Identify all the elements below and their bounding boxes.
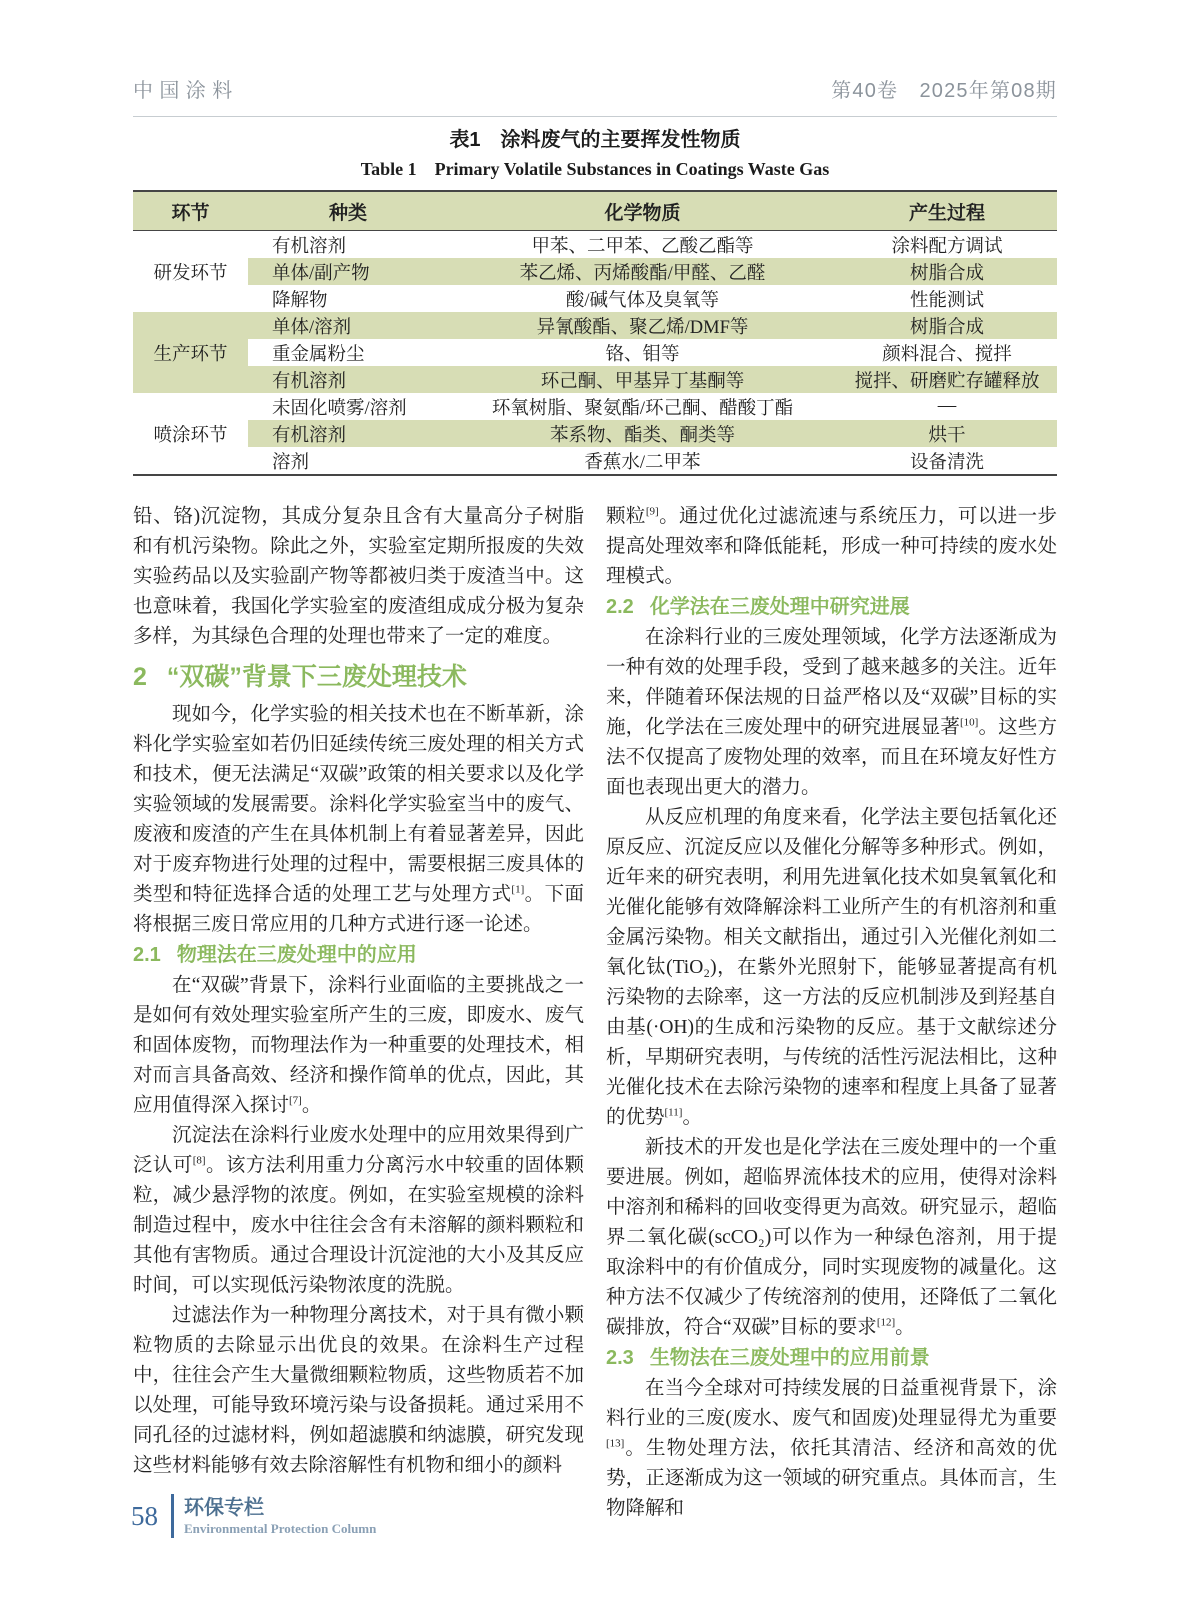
table-header-cell: 化学物质 bbox=[448, 191, 837, 231]
page-footer bbox=[131, 1494, 376, 1538]
left-column bbox=[133, 502, 584, 1524]
table-row bbox=[133, 366, 1057, 393]
table-row bbox=[133, 312, 1057, 339]
table-cell: 性能测试 bbox=[837, 285, 1057, 312]
heading-text: “双碳”背景下三废处理技术 bbox=[166, 663, 467, 691]
subsection-heading bbox=[133, 940, 584, 971]
table-cell: 涂料配方调试 bbox=[837, 231, 1057, 259]
body-paragraph: 现如今，化学实验的相关技术也在不断革新，涂料化学实验室如若仍旧延续传统三废处理的相关方式和技术，便无法满足“双碳”政策的相关要求以及化学实验领域的发展需要。涂料化学实验室当中的废气、废液和废渣的产生在具体机制上有着显著差异，因此对于废弃物进行处理的过程中，需要根据三废具体的类型和特征选择合适的处理工艺与处理方式[1]。下面将根据三废日常应用的几种方式进行逐一论述。 bbox=[133, 704, 584, 935]
table-cell: 环己酮、甲基异丁基酮等 bbox=[448, 366, 837, 393]
stage-cell: 生产环节 bbox=[133, 312, 248, 393]
table-cell: 树脂合成 bbox=[837, 258, 1057, 285]
table-cell: 有机溶剂 bbox=[248, 420, 448, 447]
right-column bbox=[606, 502, 1057, 1524]
body-paragraph: 从反应机理的角度来看，化学法主要包括氧化还原反应、沉淀反应以及催化分解等多种形式。例如，近年来的研究表明，利用先进氧化技术如臭氧氧化和光催化能够有效降解涂料工业所产生的有机溶剂和重金属污染物。相关文献指出，通过引入光催化剂如二氧化钛(TiO₂)，在紫外光照射下，能够显著提高有机污染物的去除率，这一方法的反应机制涉及到羟基自由基(·OH)的生成和污染物的反应。基于文献综述分析，早期研究表明，与传统的活性污泥法相比，这种光催化技术在去除污染物的速率和程度上具备了显著的优势[11]。 bbox=[606, 807, 1057, 1128]
table-cell: 溶剂 bbox=[248, 447, 448, 475]
citation-ref: [8] bbox=[192, 1154, 206, 1167]
heading-number: 2.1 bbox=[133, 944, 161, 966]
table-row bbox=[133, 420, 1057, 447]
heading-number: 2.2 bbox=[606, 596, 634, 618]
heading-text: 化学法在三废处理中研究进展 bbox=[649, 596, 910, 618]
table-cell: 有机溶剂 bbox=[248, 366, 448, 393]
table-cell: 苯乙烯、丙烯酸酯/甲醛、乙醛 bbox=[448, 258, 837, 285]
subsection-heading bbox=[606, 1343, 1057, 1374]
table-cell: 降解物 bbox=[248, 285, 448, 312]
table-cell: 苯系物、酯类、酮类等 bbox=[448, 420, 837, 447]
citation-ref: [7] bbox=[289, 1094, 302, 1107]
citation-ref: [12] bbox=[876, 1316, 896, 1329]
stage-cell: 研发环节 bbox=[133, 231, 248, 313]
table-cell: 环氧树脂、聚氨酯/环己酮、醋酸丁酯 bbox=[448, 393, 837, 420]
body-paragraph: 在涂料行业的三废处理领域，化学方法逐渐成为一种有效的处理手段，受到了越来越多的关注。近年来，伴随着环保法规的日益严格以及“双碳”目标的实施，化学法在三废处理中的研究进展显著[10]。这些方法不仅提高了废物处理的效率，而且在环境友好性方面也表现出更大的潜力。 bbox=[606, 627, 1057, 798]
column-label-cn: 环保专栏 bbox=[184, 1496, 264, 1519]
running-head bbox=[133, 74, 1057, 117]
citation-ref: [1] bbox=[511, 883, 525, 896]
table-row bbox=[133, 339, 1057, 366]
heading-number: 2 bbox=[133, 663, 147, 691]
stage-cell: 喷涂环节 bbox=[133, 393, 248, 475]
body-paragraph: 在“双碳”背景下，涂料行业面临的主要挑战之一是如何有效处理实验室所产生的三废，即废水、废气和固体废物，而物理法作为一种重要的处理技术，相对而言具备高效、经济和操作简单的优点，因此，其应用值得深入探讨[7]。 bbox=[133, 975, 584, 1116]
waste-gas-table-body bbox=[133, 231, 1057, 476]
page-number: 58 bbox=[131, 1500, 158, 1531]
citation-ref: [11] bbox=[664, 1106, 683, 1119]
footer-divider-bar bbox=[171, 1494, 174, 1538]
body-paragraph: 颗粒[9]。通过优化过滤流速与系统压力，可以进一步提高处理效率和降低能耗，形成一种可持续的废水处理模式。 bbox=[606, 505, 1057, 587]
table-cell: 酸/碱气体及臭氧等 bbox=[448, 285, 837, 312]
column-label-en: Environmental Protection Column bbox=[184, 1520, 377, 1536]
table-row bbox=[133, 285, 1057, 312]
table-row bbox=[133, 393, 1057, 420]
table-head bbox=[133, 191, 1057, 231]
table-title-cn: 表1 涂料废气的主要挥发性物质 bbox=[449, 129, 741, 151]
journal-name: 中国涂料 bbox=[133, 80, 239, 102]
table-cell: 异氰酸酯、聚乙烯/DMF等 bbox=[448, 312, 837, 339]
waste-gas-table bbox=[133, 190, 1057, 476]
body-paragraph: 铅、铬)沉淀物，其成分复杂且含有大量高分子树脂和有机污染物。除此之外，实验室定期所报废的失效实验药品以及实验副产物等都被归类于废渣当中。这也意味着，我国化学实验室的废渣组成成分极为复杂多样，为其绿色合理的处理也带来了一定的难度。 bbox=[133, 506, 584, 647]
table-cell: — bbox=[837, 393, 1057, 420]
table-cell: 设备清洗 bbox=[837, 447, 1057, 475]
table-header-cell: 种类 bbox=[248, 191, 448, 231]
column-label bbox=[184, 1496, 376, 1537]
table-row bbox=[133, 231, 1057, 259]
table-row bbox=[133, 447, 1057, 475]
table-row bbox=[133, 258, 1057, 285]
heading-text: 生物法在三废处理中的应用前景 bbox=[649, 1347, 930, 1369]
body-paragraph: 新技术的开发也是化学法在三废处理中的一个重要进展。例如，超临界流体技术的应用，使得对涂料中溶剂和稀料的回收变得更为高效。研究显示，超临界二氧化碳(scCO₂)可以作为一种绿色溶剂，用于提取涂料中的有价值成分，同时实现废物的减量化。这种方法不仅减少了传统溶剂的使用，还降低了二氧化碳排放，符合“双碳”目标的要求[12]。 bbox=[606, 1137, 1057, 1338]
table-cell: 甲苯、二甲苯、乙酸乙酯等 bbox=[448, 231, 837, 259]
table-cell: 香蕉水/二甲苯 bbox=[448, 447, 837, 475]
table-header-row bbox=[133, 191, 1057, 231]
heading-text: 物理法在三废处理中的应用 bbox=[176, 944, 417, 966]
table-header-cell: 环节 bbox=[133, 191, 248, 231]
issue-info: 第40卷 2025年第08期 bbox=[831, 80, 1057, 102]
citation-ref: [10] bbox=[959, 716, 979, 729]
table-header-cell: 产生过程 bbox=[837, 191, 1057, 231]
subsection-heading bbox=[606, 592, 1057, 623]
table-cell: 重金属粉尘 bbox=[248, 339, 448, 366]
heading-number: 2.3 bbox=[606, 1347, 634, 1369]
table-cell: 搅拌、研磨贮存罐释放 bbox=[837, 366, 1057, 393]
table-cell: 树脂合成 bbox=[837, 312, 1057, 339]
body-paragraph: 过滤法作为一种物理分离技术，对于具有微小颗粒物质的去除显示出优良的效果。在涂料生产过程中，往往会产生大量微细颗粒物质，这些物质若不加以处理，可能导致环境污染与设备损耗。通过采用不同孔径的过滤材料，例如超滤膜和纳滤膜，研究发现这些材料能够有效去除溶解性有机物和细小的颜料 bbox=[133, 1305, 584, 1476]
table-title-en: Table 1 Primary Volatile Substances in Coatings Waste Gas bbox=[360, 159, 830, 179]
section-heading bbox=[133, 659, 584, 695]
table-block bbox=[133, 127, 1057, 476]
table-cell: 有机溶剂 bbox=[248, 231, 448, 259]
body-columns bbox=[133, 502, 1057, 1524]
table-cell: 铬、钼等 bbox=[448, 339, 837, 366]
table-cell: 单体/副产物 bbox=[248, 258, 448, 285]
table-cell: 未固化喷雾/溶剂 bbox=[248, 393, 448, 420]
body-paragraph: 在当今全球对可持续发展的日益重视背景下，涂料行业的三废(废水、废气和固废)处理显得尤为重要[13]。生物处理方法，依托其清洁、经济和高效的优势，正逐渐成为这一领域的研究重点。具体而言，生物降解和 bbox=[606, 1378, 1057, 1519]
citation-ref: [9] bbox=[645, 505, 659, 518]
citation-ref: [13] bbox=[606, 1437, 625, 1450]
table-cell: 单体/溶剂 bbox=[248, 312, 448, 339]
table-cell: 烘干 bbox=[837, 420, 1057, 447]
body-paragraph: 沉淀法在涂料行业废水处理中的应用效果得到广泛认可[8]。该方法利用重力分离污水中较重的固体颗粒，减少悬浮物的浓度。例如，在实验室规模的涂料制造过程中，废水中往往会含有未溶解的颜料颗粒和其他有害物质。通过合理设计沉淀池的大小及其反应时间，可以实现低污染物浓度的洗脱。 bbox=[133, 1125, 584, 1296]
table-cell: 颜料混合、搅拌 bbox=[837, 339, 1057, 366]
